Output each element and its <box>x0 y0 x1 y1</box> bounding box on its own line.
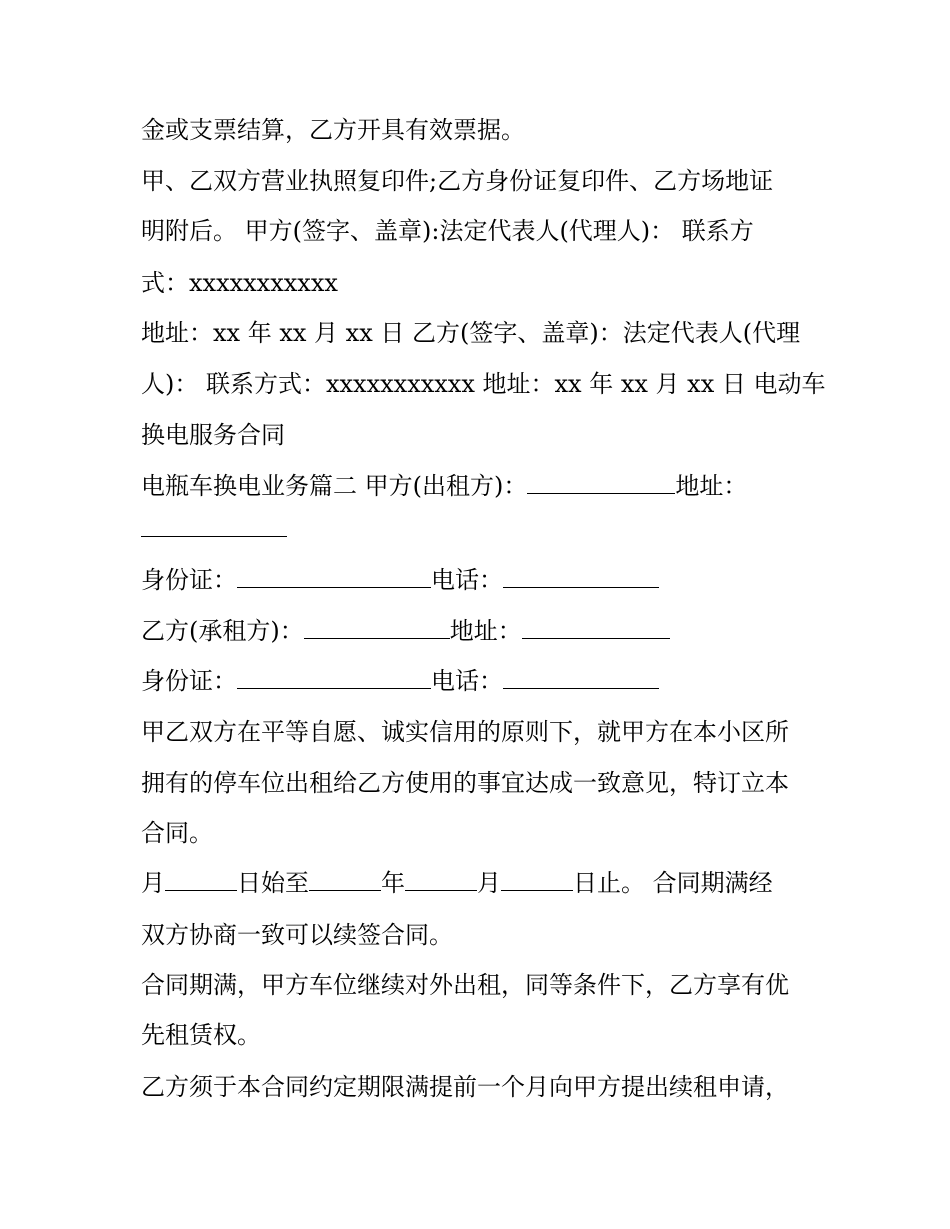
text-line: 明附后。 甲方(签字、盖章):法定代表人(代理人)： 联系方 <box>141 217 754 245</box>
term-month-label: 月 <box>141 869 165 897</box>
party-a-address-blank[interactable] <box>141 514 287 537</box>
id-label: 身份证： <box>141 566 237 594</box>
party-b-phone-blank[interactable] <box>503 666 659 689</box>
party-a-id-blank[interactable] <box>237 565 431 588</box>
end-day-blank[interactable] <box>501 868 573 891</box>
term-start-label: 日始至 <box>237 869 309 897</box>
text-line: 双方协商一致可以续签合同。 <box>141 921 453 949</box>
form-line <box>141 565 659 595</box>
address-label: 地址： <box>449 617 522 645</box>
term-line <box>141 868 773 898</box>
party-b-address-blank[interactable] <box>522 616 670 639</box>
form-line <box>141 616 670 646</box>
party-a-phone-blank[interactable] <box>503 565 659 588</box>
phone-label: 电话： <box>431 667 503 695</box>
end-year-blank[interactable] <box>309 868 381 891</box>
form-line <box>141 514 287 544</box>
form-title-line <box>141 471 747 501</box>
text-line: 金或支票结算，乙方开具有效票据。 <box>141 116 525 144</box>
end-month-blank[interactable] <box>405 868 477 891</box>
text-line: 换电服务合同 <box>141 421 285 449</box>
party-b-id-blank[interactable] <box>237 666 431 689</box>
form-line <box>141 666 659 696</box>
party-a-name-blank[interactable] <box>527 471 675 494</box>
text-line: 合同期满，甲方车位继续对外出租，同等条件下，乙方享有优 <box>141 971 789 999</box>
id-label: 身份证： <box>141 667 237 695</box>
text-line: 地址：xx 年 xx 月 xx 日 乙方(签字、盖章)：法定代表人(代理 <box>141 319 801 347</box>
text-line: 甲、乙双方营业执照复印件;乙方身份证复印件、乙方场地证 <box>141 167 774 195</box>
text-line: 甲乙双方在平等自愿、诚实信用的原则下，就甲方在本小区所 <box>141 718 789 746</box>
party-b-label: 乙方(承租方)： <box>141 617 304 645</box>
party-b-name-blank[interactable] <box>304 616 450 639</box>
text-line: 人)： 联系方式：xxxxxxxxxxx 地址：xx 年 xx 月 xx 日 电动车 <box>141 370 826 398</box>
term-end-label: 日止。 合同期满经 <box>573 869 773 897</box>
form-title: 电瓶车换电业务篇二 甲方(出租方)： <box>141 472 528 500</box>
start-day-blank[interactable] <box>165 868 237 891</box>
phone-label: 电话： <box>431 566 503 594</box>
text-line: 乙方须于本合同约定期限满提前一个月向甲方提出续租申请， <box>141 1073 789 1101</box>
text-line: 拥有的停车位出租给乙方使用的事宜达成一致意见，特订立本 <box>141 769 789 797</box>
text-line: 式：xxxxxxxxxxx <box>141 269 338 297</box>
address-label: 地址： <box>675 472 748 500</box>
term-year-label: 年 <box>381 869 405 897</box>
term-month2-label: 月 <box>477 869 501 897</box>
text-line: 先租赁权。 <box>141 1021 261 1049</box>
text-line: 合同。 <box>141 819 213 847</box>
